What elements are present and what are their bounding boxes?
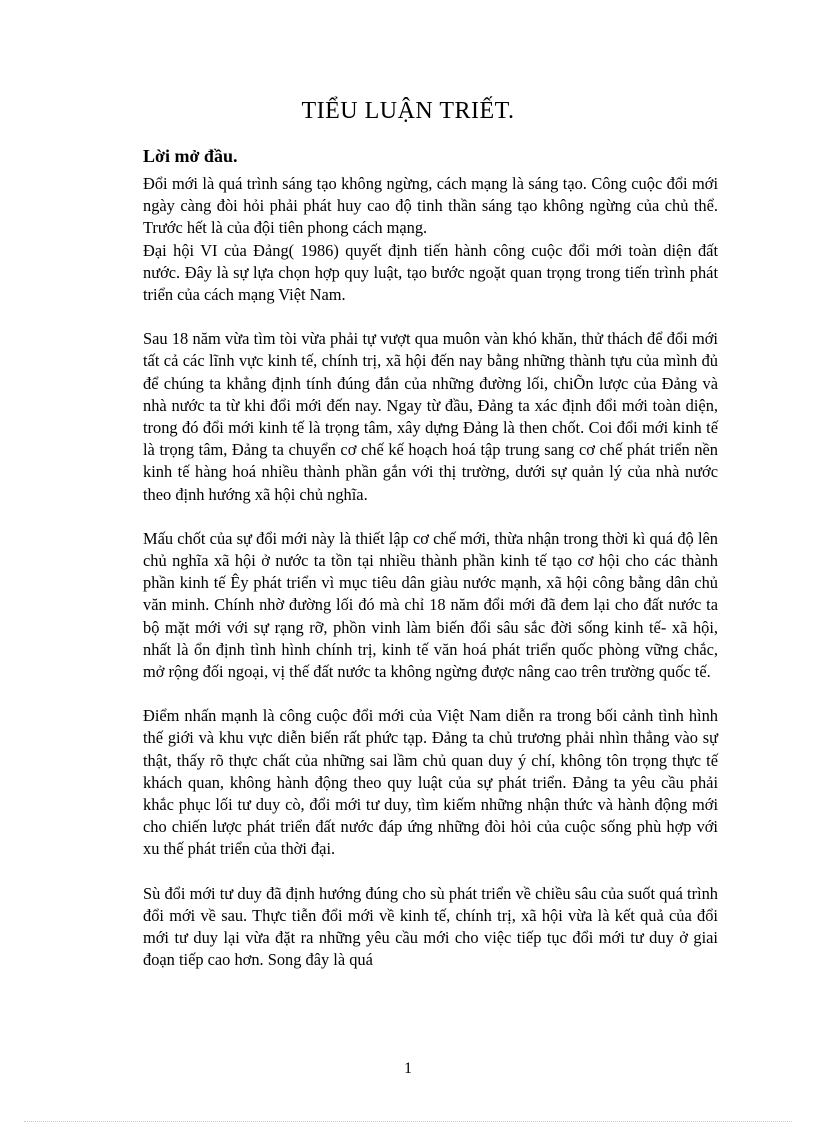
paragraph-2: Đại hội VI của Đảng( 1986) quyết định tiến hành công cuộc đổi mới toàn diện đất nước. Đây là sự lựa chọn hợp quy luật, tạo bước ngoặt quan trọng trong tiến trình phát triển của cách mạng Việt Nam.: [143, 240, 718, 305]
document-title: TIỂU LUẬN TRIẾT.: [301, 98, 515, 124]
paragraph-3: Sau 18 năm vừa tìm tòi vừa phải tự vượt qua muôn vàn khó khăn, thử thách để đổi mới tất cả các lĩnh vực kinh tế, chính trị, xã hội đến nay bằng những thành tựu của mình đủ để chúng ta khẳng định tính đúng đắn của những đường lối, chiÕn lược của Đảng và nhà nước ta từ khi đổi mới đến nay. Ngay từ đầu, Đảng ta xác định đổi mới toàn diện, trong đó đổi mới kinh tế là trọng tâm, xây dựng Đảng là then chốt. Coi đổi mới kinh tế là trọng tâm, Đảng ta chuyển cơ chế kế hoạch hoá tập trung sang cơ chế phát triển nền kinh tế hàng hoá nhiều thành phần gắn với thị trường, dưới sự quản lý của nhà nước theo định hướng xã hội chủ nghĩa.: [143, 329, 718, 504]
paragraph-1: Đổi mới là quá trình sáng tạo không ngừng, cách mạng là sáng tạo. Công cuộc đổi mới ngày càng đòi hỏi phải phát huy cao độ tinh thần sáng tạo không ngừng của chủ thể. Trước hết là của đội tiên phong cách mạng.: [143, 174, 718, 238]
page-bottom-divider: [24, 1121, 792, 1122]
section-heading: Lời mở đầu.: [143, 146, 238, 166]
document-body: [143, 173, 718, 972]
paragraph-5: Điểm nhấn mạnh là công cuộc đổi mới của Việt Nam diễn ra trong bối cảnh tình hình thế giới và khu vực diễn biến rất phức tạp. Đảng ta chủ trương phải nhìn thẳng vào sự thật, thấy rõ thực chất của những sai lầm chủ quan duy ý chí, không tôn trọng thực tế khách quan, không hành động theo quy luật của sự phát triển. Đảng ta yêu cầu phải khắc phục lối tư duy cò, đổi mới tư duy, tìm kiếm những nhận thức và hành động mới cho chiến lược phát triển đất nước đáp ứng những đòi hỏi của cuộc sống phù hợp với xu thế phát triển của thời đại.: [143, 706, 718, 859]
paragraph-6: Sù đổi mới tư duy đã định hướng đúng cho sù phát triển về chiều sâu của suốt quá trình đổi mới về sau. Thực tiễn đổi mới về kinh tế, chính trị, xã hội vừa là kết quả của đổi mới tư duy lại vừa đặt ra những yêu cầu mới cho việc tiếp tục đổi mới tư duy ở giai đoạn tiếp cao hơn. Song đây là quá: [143, 883, 718, 970]
page-number: 1: [404, 1060, 412, 1077]
paragraph-4: Mấu chốt của sự đổi mới này là thiết lập cơ chế mới, thừa nhận trong thời kì quá độ lên chủ nghĩa xã hội ở nước ta tồn tại nhiều thành phần kinh tế tạo cơ hội cho các thành phần kinh tế Êy phát triển vì mục tiêu dân giàu nước mạnh, xã hội công bằng dân chủ văn minh. Chính nhờ đường lối đó mà chỉ 18 năm đổi mới đã đem lại cho đất nước ta bộ mặt mới với sự rạng rỡ, phồn vinh làm biến đổi sâu sắc đời sống kinh tế- xã hội, nhất là ổn định tình hình chính trị, kinh tế văn hoá phát triển quốc phòng vững chắc, mở rộng đối ngoại, vị thế đất nước ta không ngừng được nâng cao trên trường quốc tế.: [143, 528, 718, 682]
